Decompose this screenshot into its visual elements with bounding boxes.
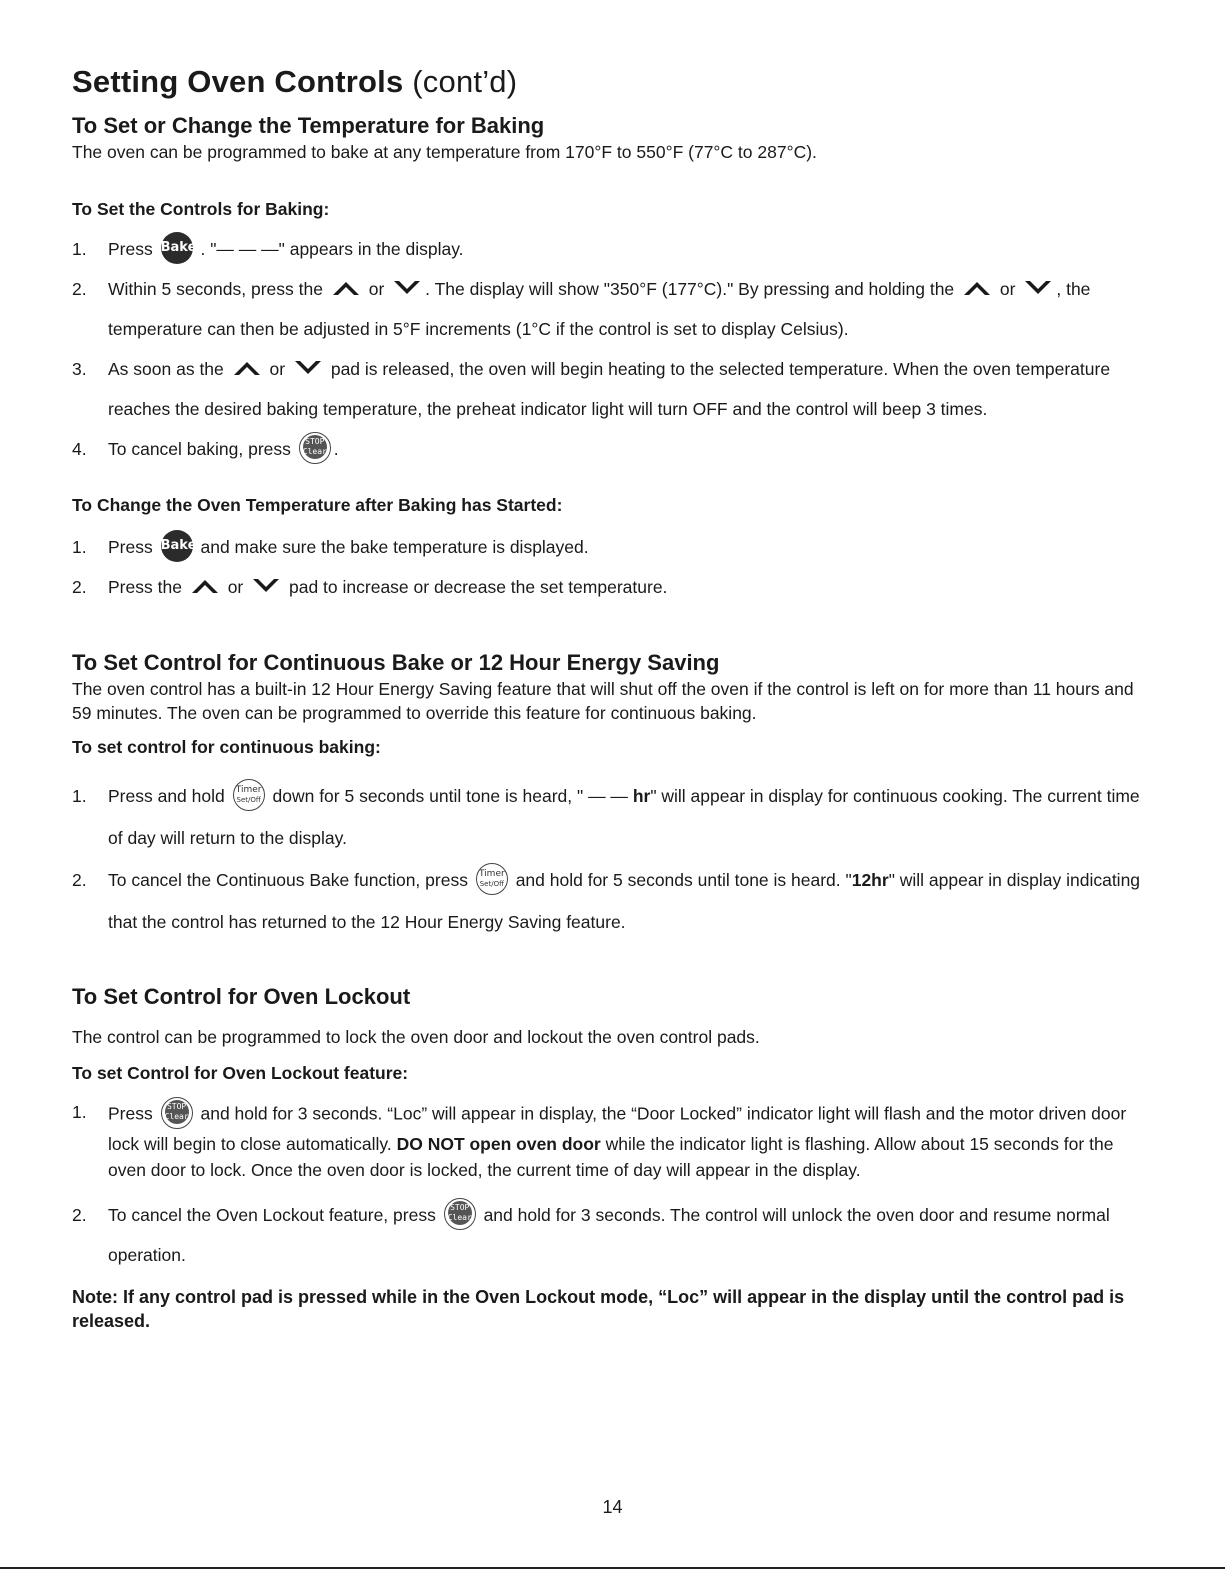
page-title bbox=[72, 62, 1142, 102]
up-arrow-icon bbox=[963, 280, 991, 296]
section-intro-oven-lockout: The control can be programmed to lock the oven door and lockout the oven control pads. bbox=[72, 1027, 760, 1047]
up-arrow-icon bbox=[332, 280, 360, 296]
list-set-controls-baking bbox=[72, 229, 1142, 469]
bake-pad-icon: Bake bbox=[161, 530, 193, 562]
bottom-rule bbox=[0, 1567, 1225, 1569]
down-arrow-icon bbox=[294, 360, 322, 376]
up-arrow-icon bbox=[233, 360, 261, 376]
section-intro-baking-temperature: The oven can be programmed to bake at any temperature from 170°F to 550°F (77°C to 287°C). bbox=[72, 142, 817, 162]
section-heading-baking-temperature: To Set or Change the Temperature for Baking bbox=[72, 113, 545, 138]
subheading-set-controls-baking: To Set the Controls for Baking: bbox=[72, 199, 330, 219]
lockout-note: Note: If any control pad is pressed while in the Oven Lockout mode, “Loc” will appear in the display until the control pad is released. bbox=[72, 1287, 1125, 1331]
list-item: 2. Press the or pad to increase or decrease the set temperature. bbox=[72, 577, 668, 597]
section-heading-oven-lockout: To Set Control for Oven Lockout bbox=[72, 984, 411, 1009]
list-item: 1. Press Bake . "— — —" appears in the display. bbox=[72, 229, 1142, 269]
stop-clear-pad-icon: STOP Clear bbox=[444, 1198, 476, 1230]
list-change-temperature bbox=[72, 527, 1142, 607]
list-item: 1. Press Bake and make sure the bake temperature is displayed. bbox=[72, 527, 1142, 567]
page-number: 14 bbox=[602, 1497, 623, 1517]
subheading-oven-lockout: To set Control for Oven Lockout feature: bbox=[72, 1063, 409, 1083]
section-heading-continuous-bake: To Set Control for Continuous Bake or 12 Hour Energy Saving bbox=[72, 650, 720, 675]
list-oven-lockout bbox=[72, 1099, 1142, 1275]
list-item: 4. To cancel baking, press STOP Clear . bbox=[72, 429, 1142, 469]
list-continuous-baking bbox=[72, 775, 1142, 943]
page-content bbox=[72, 62, 1142, 1333]
list-item: 3. As soon as the or pad is released, the oven will begin heating to the selected temperature. When the oven temperature reaches the desired baking temperature, the preheat indicator light will turn OFF and the control will beep 3 times. bbox=[72, 359, 1111, 419]
page-title-cont: (cont’d) bbox=[412, 64, 518, 99]
down-arrow-icon bbox=[252, 578, 280, 594]
bake-pad-icon: Bake bbox=[161, 232, 193, 264]
list-item: 2. To cancel the Continuous Bake function, press Timer Set/Off and hold for 5 seconds until tone is heard. "12hr" will appear in display indicating that the control has returned to the 12 Hour Energy Saving feature. bbox=[72, 859, 1142, 943]
up-arrow-icon bbox=[191, 578, 219, 594]
stop-clear-pad-icon: STOP Clear bbox=[299, 432, 331, 464]
page-title-main: Setting Oven Controls bbox=[72, 64, 404, 99]
down-arrow-icon bbox=[393, 280, 421, 296]
list-item: 1. Press and hold Timer Set/Off down for 5 seconds until tone is heard, " — — hr" will appear in display for continuous cooking. The current time of day will return to the display. bbox=[72, 775, 1142, 859]
timer-pad-icon: Timer Set/Off bbox=[233, 779, 265, 811]
stop-clear-pad-icon: STOP Clear bbox=[161, 1097, 193, 1129]
list-item: 2. Within 5 seconds, press the or . The display will show "350°F (177°C)." By pressing and holding the or , the temperature can then be adjusted in 5°F increments (1°C if the control is set to display Celsius). bbox=[72, 279, 1091, 339]
timer-pad-icon: Timer Set/Off bbox=[476, 863, 508, 895]
subheading-change-temperature: To Change the Oven Temperature after Baking has Started: bbox=[72, 495, 563, 515]
list-item: 2. To cancel the Oven Lockout feature, press STOP Clear and hold for 3 seconds. The control will unlock the oven door and resume normal operation. bbox=[72, 1195, 1142, 1275]
subheading-continuous-baking: To set control for continuous baking: bbox=[72, 737, 381, 757]
down-arrow-icon bbox=[1024, 280, 1052, 296]
list-item: 1. Press STOP Clear and hold for 3 seconds. “Loc” will appear in display, the “Door Locked” indicator light will flash and the motor driven door lock will begin to close automatically. DO NOT open oven door while the indicator light is flashing. Allow about 15 seconds for the oven door to lock. Once the oven door is locked, the current time of day will appear in the display. bbox=[72, 1099, 1142, 1183]
section-intro-continuous-bake: The oven control has a built-in 12 Hour Energy Saving feature that will shut off the oven if the control is left on for more than 11 hours and 59 minutes. The oven can be programmed to override this feature for continuous baking. bbox=[72, 679, 1134, 723]
